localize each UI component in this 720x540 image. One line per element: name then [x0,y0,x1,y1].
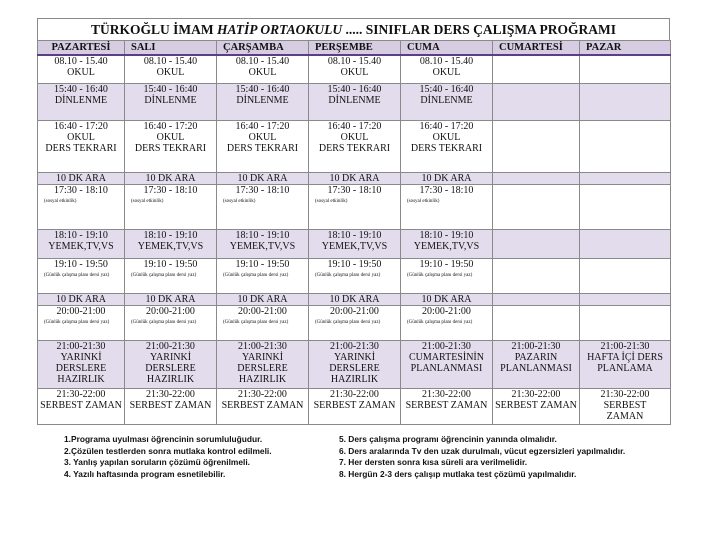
schedule-row-serbest [38,389,671,425]
schedule-cell [217,341,309,389]
cell-time: 18:10 - 19:10 [235,230,290,241]
cell-activity: DİNLENME [420,95,473,106]
cell-time: 08.10 - 15.40 [419,56,474,67]
note-item: 5. Ders çalışma programı öğrencinin yanında olmalıdır. [339,434,557,444]
schedule-cell [401,294,493,306]
schedule-cell [401,341,493,389]
cell-activity: OKUL [248,132,277,143]
cell-activity: (sosyal etkinlik) [315,199,348,204]
note-item: 1.Programa uyulması öğrencinin sorumluluğudur. [64,434,263,444]
schedule-cell [125,230,217,259]
cell-time: 21:00-21:30 [146,341,195,352]
cell-time: 10 DK ARA [237,294,288,305]
note-item: 6. Ders aralarında Tv den uzak durulmalı, vücut egzersizleri yapılmalıdır. [339,445,626,456]
cell-activity: OKUL [432,132,461,143]
notes-column-left [64,434,272,480]
schedule-row-gunluk-2 [38,306,671,341]
cell-activity: HAZIRLIK [146,374,195,385]
schedule-row-ara-1 [38,173,671,185]
cell-activity: OKUL [67,67,95,78]
cell-activity: PLANLANMASI [410,363,483,374]
cell-time: 17:30 - 18:10 [327,185,382,196]
cell-time: 15:40 - 16:40 [419,84,474,95]
page-title [37,18,670,40]
cell-activity: ZAMAN [606,411,644,422]
cell-time: 19:10 - 19:50 [54,259,108,270]
cell-activity: YARINKİ [149,352,192,363]
notes-column-right [339,434,625,480]
cell-activity: OKUL [67,132,95,143]
schedule-cell [493,259,580,294]
schedule-cell [401,121,493,173]
schedule-cell [401,173,493,185]
cell-time: 15:40 - 16:40 [54,84,108,95]
cell-time: 20:00-21:00 [422,306,471,317]
cell-activity: OKUL [340,67,369,78]
cell-activity: PLANLANMASI [500,363,572,374]
schedule-row-yemek [38,230,671,259]
cell-activity: HAZIRLIK [238,374,287,385]
cell-activity: DİNLENME [328,95,381,106]
title-program: ..... SINIFLAR DERS ÇALIŞMA PROĞRAMI [342,22,616,37]
cell-activity: HAZIRLIK [330,374,379,385]
cell-activity: YEMEK,TV,VS [229,241,296,252]
cell-time: 20:00-21:00 [56,306,106,317]
cell-time: 20:00-21:00 [330,306,379,317]
cell-time: 10 DK ARA [329,173,380,184]
schedule-cell [401,259,493,294]
cell-activity: (Günlük çalışma planı dersi yaz) [131,320,197,325]
day-header-row [38,41,671,56]
cell-time: 19:10 - 19:50 [235,259,290,270]
cell-activity: YEMEK,TV,VS [321,241,388,252]
cell-activity: (sosyal etkinlik) [44,199,77,204]
schedule-cell [580,294,671,306]
schedule-cell [38,306,125,341]
cell-activity: SERBEST ZAMAN [40,400,122,411]
schedule-cell [217,259,309,294]
cell-activity: DERSLERE [329,363,380,374]
cell-time: 19:10 - 19:50 [419,259,474,270]
schedule-cell [309,259,401,294]
day-header-1: PAZARTESİ [38,41,125,56]
cell-time: 20:00-21:00 [146,306,195,317]
cell-time: 17:30 - 18:10 [235,185,290,196]
cell-activity: DİNLENME [54,95,108,106]
cell-time: 21:30-22:00 [511,389,561,400]
schedule-cell [125,84,217,121]
schedule-cell [217,306,309,341]
schedule-row-hazirlik [38,341,671,389]
schedule-cell [217,230,309,259]
schedule-cell [401,389,493,425]
schedule-cell [38,341,125,389]
schedule-cell [309,389,401,425]
schedule-cell [401,230,493,259]
schedule-cell [125,341,217,389]
cell-activity: PAZARIN [514,352,558,363]
cell-activity: SERBEST ZAMAN [129,400,212,411]
cell-activity: (Günlük çalışma planı dersi yaz) [44,320,110,325]
schedule-cell [580,84,671,121]
cell-time: 18:10 - 19:10 [54,230,108,241]
schedule-cell [580,389,671,425]
schedule-cell [38,185,125,230]
schedule-cell [217,121,309,173]
schedule-cell [125,55,217,84]
cell-activity: HAZIRLIK [57,374,105,385]
cell-time: 16:40 - 17:20 [327,121,382,132]
schedule-cell [217,84,309,121]
schedule-row-ara-2 [38,294,671,306]
cell-activity: YEMEK,TV,VS [137,241,204,252]
schedule-cell [401,55,493,84]
day-header-5: CUMA [401,41,493,56]
schedule-cell [493,341,580,389]
cell-activity: YEMEK,TV,VS [413,241,480,252]
note-item: 3. Yanlış yapılan soruların çözümü öğrenilmeli. [64,457,251,467]
schedule-cell [309,341,401,389]
cell-time: 21:00-21:30 [511,341,561,352]
cell-time: 21:00-21:30 [422,341,471,352]
schedule-table [37,40,671,425]
cell-time: 15:40 - 16:40 [143,84,198,95]
schedule-cell [401,306,493,341]
schedule-cell [493,84,580,121]
cell-activity: YARINKİ [241,352,284,363]
schedule-row-okul [38,55,671,84]
schedule-cell [38,230,125,259]
note-item: 7. Her dersten sonra kısa süreli ara verilmelidir. [339,457,528,467]
cell-activity: DERS TEKRARI [410,143,483,154]
note-item: 4. Yazılı haftasında program esnetilebilir. [64,468,226,479]
cell-time: 10 DK ARA [55,173,106,184]
cell-activity: DERSLERE [237,363,288,374]
cell-time: 10 DK ARA [55,294,106,305]
schedule-cell [493,389,580,425]
schedule-cell [309,306,401,341]
cell-activity: (sosyal etkinlik) [131,199,164,204]
schedule-cell [401,84,493,121]
cell-activity: (Günlük çalışma planı dersi yaz) [315,273,381,278]
cell-activity: YARINKİ [60,352,102,363]
cell-time: 21:00-21:30 [600,341,650,352]
schedule-cell [217,185,309,230]
cell-activity: HAFTA İÇİ DERS [587,352,663,363]
schedule-cell [309,294,401,306]
cell-time: 10 DK ARA [145,294,196,305]
cell-time: 10 DK ARA [329,294,380,305]
cell-time: 15:40 - 16:40 [327,84,382,95]
schedule-cell [493,121,580,173]
cell-time: 19:10 - 19:50 [143,259,198,270]
schedule-cell [493,294,580,306]
cell-time: 10 DK ARA [237,173,288,184]
schedule-cell [38,55,125,84]
cell-activity: OKUL [248,67,277,78]
cell-time: 16:40 - 17:20 [143,121,198,132]
cell-time: 21:00-21:30 [56,341,106,352]
schedule-cell [580,55,671,84]
cell-activity: OKUL [340,132,369,143]
schedule-cell [580,185,671,230]
cell-activity: SERBEST [603,400,647,411]
schedule-cell [309,121,401,173]
schedule-body [38,55,671,425]
schedule-cell [309,230,401,259]
schedule-cell [493,173,580,185]
schedule-cell [580,121,671,173]
title-school-type: HATİP ORTAOKULU [217,22,343,37]
schedule-cell [38,259,125,294]
schedule-cell [580,173,671,185]
cell-time: 10 DK ARA [145,173,196,184]
note-item: 2.Çözülen testlerden sonra mutlaka kontrol edilmeli. [64,445,272,456]
cell-time: 18:10 - 19:10 [143,230,198,241]
cell-time: 19:10 - 19:50 [327,259,382,270]
schedule-cell [125,185,217,230]
day-header-4: PERŞEMBE [309,41,401,56]
cell-time: 21:30-22:00 [146,389,195,400]
cell-time: 21:30-22:00 [238,389,287,400]
schedule-sheet [37,18,670,425]
cell-activity: PLANLAMA [597,363,653,374]
cell-activity: (Günlük çalışma planı dersi yaz) [223,273,289,278]
cell-activity: (sosyal etkinlik) [223,199,256,204]
note-item: 8. Hergün 2-3 ders çalışıp mutlaka test çözümü yapılmalıdır. [339,468,577,479]
cell-activity: DERS TEKRARI [226,143,299,154]
cell-time: 21:30-22:00 [56,389,106,400]
cell-time: 17:30 - 18:10 [419,185,474,196]
cell-time: 08.10 - 15.40 [235,56,290,67]
schedule-row-dinlenme [38,84,671,121]
cell-activity: YEMEK,TV,VS [48,241,114,252]
schedule-cell [38,294,125,306]
day-header-7: PAZAR [580,41,671,56]
cell-activity: SERBEST ZAMAN [495,400,577,411]
schedule-cell [217,173,309,185]
cell-activity: DERS TEKRARI [318,143,391,154]
schedule-cell [125,294,217,306]
schedule-cell [217,55,309,84]
cell-time: 16:40 - 17:20 [419,121,474,132]
cell-activity: SERBEST ZAMAN [221,400,304,411]
schedule-cell [125,389,217,425]
cell-time: 21:30-22:00 [330,389,379,400]
cell-activity: YARINKİ [333,352,376,363]
schedule-cell [38,84,125,121]
day-header-3: ÇARŞAMBA [217,41,309,56]
cell-activity: (Günlük çalışma planı dersi yaz) [131,273,197,278]
cell-time: 21:00-21:30 [330,341,379,352]
cell-time: 08.10 - 15.40 [327,56,382,67]
schedule-cell [309,55,401,84]
cell-activity: (Günlük çalışma planı dersi yaz) [407,273,473,278]
schedule-cell [217,294,309,306]
cell-time: 08.10 - 15.40 [143,56,198,67]
cell-time: 15:40 - 16:40 [235,84,290,95]
cell-activity: DERS TEKRARI [134,143,207,154]
schedule-row-gunluk-1 [38,259,671,294]
schedule-cell [125,173,217,185]
cell-time: 21:00-21:30 [238,341,287,352]
cell-activity: (Günlük çalışma planı dersi yaz) [223,320,289,325]
cell-activity: OKUL [156,132,185,143]
cell-time: 08.10 - 15.40 [54,56,108,67]
schedule-cell [401,185,493,230]
cell-activity: (sosyal etkinlik) [407,199,440,204]
cell-time: 21:30-22:00 [422,389,471,400]
title-school: TÜRKOĞLU İMAM [91,22,218,37]
schedule-cell [580,230,671,259]
day-header-6: CUMARTESİ [493,41,580,56]
cell-activity: (Günlük çalışma planı dersi yaz) [407,320,473,325]
schedule-row-sosyal [38,185,671,230]
schedule-cell [309,84,401,121]
schedule-cell [309,173,401,185]
schedule-cell [125,259,217,294]
schedule-cell [493,230,580,259]
schedule-cell [493,185,580,230]
cell-time: 17:30 - 18:10 [143,185,198,196]
cell-activity: DİNLENME [144,95,197,106]
schedule-cell [493,55,580,84]
cell-activity: DİNLENME [236,95,289,106]
cell-activity: OKUL [156,67,185,78]
cell-time: 18:10 - 19:10 [419,230,474,241]
schedule-row-ders-tekrari [38,121,671,173]
cell-activity: (Günlük çalışma planı dersi yaz) [315,320,381,325]
cell-time: 20:00-21:00 [238,306,287,317]
schedule-cell [493,306,580,341]
cell-activity: DERSLERE [55,363,107,374]
schedule-cell [125,121,217,173]
schedule-cell [580,306,671,341]
cell-time: 18:10 - 19:10 [327,230,382,241]
cell-activity: SERBEST ZAMAN [405,400,488,411]
schedule-cell [38,121,125,173]
day-header-2: SALI [125,41,217,56]
schedule-cell [38,389,125,425]
cell-activity: DERS TEKRARI [45,143,117,154]
schedule-cell [38,173,125,185]
cell-time: 21:30-22:00 [600,389,650,400]
cell-activity: CUMARTESİNİN [409,352,484,363]
schedule-cell [580,341,671,389]
cell-activity: DERSLERE [145,363,196,374]
cell-time: 10 DK ARA [421,294,472,305]
cell-activity: (Günlük çalışma planı dersi yaz) [44,273,110,278]
schedule-cell [580,259,671,294]
cell-time: 16:40 - 17:20 [235,121,290,132]
cell-time: 17:30 - 18:10 [54,185,108,196]
cell-activity: OKUL [432,67,461,78]
cell-activity: SERBEST ZAMAN [313,400,396,411]
schedule-cell [217,389,309,425]
schedule-cell [309,185,401,230]
schedule-cell [125,306,217,341]
cell-time: 16:40 - 17:20 [54,121,108,132]
cell-time: 10 DK ARA [421,173,472,184]
